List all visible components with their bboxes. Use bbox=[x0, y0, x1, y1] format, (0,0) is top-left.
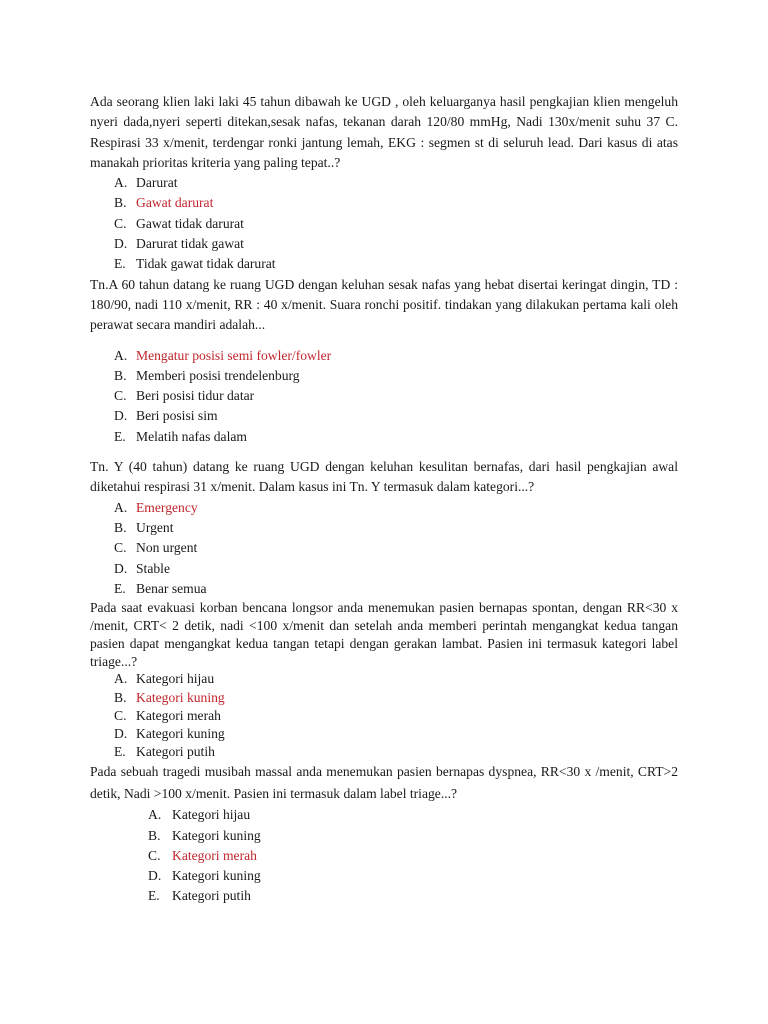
option-text: Stable bbox=[136, 560, 170, 576]
option-d bbox=[90, 725, 678, 743]
option-text: Beri posisi sim bbox=[136, 408, 218, 424]
option-letter: A. bbox=[114, 671, 128, 687]
option-text-correct: Emergency bbox=[136, 499, 198, 515]
option-list bbox=[90, 346, 678, 447]
option-text: Kategori putih bbox=[136, 744, 215, 760]
option-letter: D. bbox=[114, 236, 128, 252]
option-letter: B. bbox=[114, 519, 127, 535]
question-text: Tn. Y (40 tahun) datang ke ruang UGD dengan keluhan kesulitan bernafas, dari hasil pengkajian awal diketahui respirasi 31 x/menit. Dalam kasus ini Tn. Y termasuk dalam kategori...? bbox=[90, 459, 678, 495]
option-letter: A. bbox=[114, 499, 128, 515]
option-text: Gawat tidak darurat bbox=[136, 215, 244, 231]
option-list bbox=[90, 498, 678, 599]
option-letter: B. bbox=[114, 689, 127, 705]
option-letter: A. bbox=[114, 175, 128, 191]
option-a bbox=[90, 805, 678, 825]
option-letter: E. bbox=[114, 744, 126, 760]
option-a bbox=[90, 173, 678, 193]
option-letter: D. bbox=[114, 560, 128, 576]
option-b bbox=[90, 193, 678, 213]
option-text-correct: Kategori kuning bbox=[136, 689, 225, 705]
option-text: Kategori kuning bbox=[172, 868, 261, 884]
option-text: Kategori kuning bbox=[172, 827, 261, 843]
question-text: Pada sebuah tragedi musibah massal anda menemukan pasien bernapas dyspnea, RR<30 x /menit, CRT>2 detik, Nadi >100 x/menit. Pasien ini termasuk dalam label triage...? bbox=[90, 764, 678, 802]
option-b bbox=[90, 366, 678, 386]
question-3 bbox=[90, 457, 678, 599]
question-text: Ada seorang klien laki laki 45 tahun dibawah ke UGD , oleh keluarganya hasil pengkajian klien mengeluh nyeri dada,nyeri seperti ditekan,sesak nafas, tekanan darah 120/80 mmHg, Nadi 130x/menit suhu 37 C. Respirasi 33 x/menit, terdengar ronki jantung lemah, EKG : segmen st di seluruh lead. Dari kasus di atas manakah prioritas kriteria yang paling tepat..? bbox=[90, 94, 678, 170]
option-c bbox=[90, 386, 678, 406]
document-page bbox=[90, 92, 678, 907]
option-text: Kategori putih bbox=[172, 888, 251, 904]
option-letter: E. bbox=[114, 580, 126, 596]
option-text: Tidak gawat tidak darurat bbox=[136, 256, 276, 272]
option-text-correct: Gawat darurat bbox=[136, 195, 214, 211]
option-c bbox=[90, 707, 678, 725]
option-text: Kategori hijau bbox=[172, 807, 251, 823]
option-letter: D. bbox=[148, 868, 162, 884]
option-list bbox=[90, 173, 678, 274]
option-letter: C. bbox=[148, 847, 161, 863]
option-letter: D. bbox=[114, 725, 128, 741]
option-text: Kategori hijau bbox=[136, 671, 215, 687]
option-e bbox=[90, 254, 678, 274]
option-c bbox=[90, 846, 678, 866]
option-list bbox=[90, 805, 678, 906]
option-text: Darurat bbox=[136, 175, 178, 191]
option-letter: B. bbox=[114, 195, 127, 211]
option-letter: B. bbox=[148, 827, 161, 843]
option-a bbox=[90, 670, 678, 688]
option-text: Benar semua bbox=[136, 580, 207, 596]
option-b bbox=[90, 826, 678, 846]
question-4 bbox=[90, 599, 678, 761]
option-c bbox=[90, 538, 678, 558]
option-text: Urgent bbox=[136, 519, 174, 535]
option-text: Non urgent bbox=[136, 540, 198, 556]
option-letter: E. bbox=[114, 256, 126, 272]
option-letter: D. bbox=[114, 408, 128, 424]
option-d bbox=[90, 559, 678, 579]
option-text: Melatih nafas dalam bbox=[136, 428, 247, 444]
option-e bbox=[90, 743, 678, 761]
question-text: Pada saat evakuasi korban bencana longsor anda menemukan pasien bernapas spontan, dengan RR<30 x /menit, CRT< 2 detik, nadi <100 x/menit dan setelah anda memberi perintah mengangkat kedua tangan pasien dapat mengangkat kedua tangan tetapi dengan gerakan lambat. Pasien ini termasuk kategori label triage...? bbox=[90, 600, 678, 669]
option-a bbox=[90, 498, 678, 518]
option-letter: C. bbox=[114, 707, 127, 723]
option-c bbox=[90, 214, 678, 234]
question-5 bbox=[90, 761, 678, 906]
option-d bbox=[90, 866, 678, 886]
option-b bbox=[90, 518, 678, 538]
option-a bbox=[90, 346, 678, 366]
option-letter: C. bbox=[114, 540, 127, 556]
option-d bbox=[90, 234, 678, 254]
option-letter: A. bbox=[114, 347, 128, 363]
option-text: Kategori merah bbox=[136, 707, 221, 723]
option-text-correct: Kategori merah bbox=[172, 847, 257, 863]
question-2 bbox=[90, 275, 678, 457]
spacer bbox=[90, 447, 678, 457]
option-e bbox=[90, 427, 678, 447]
option-b bbox=[90, 689, 678, 707]
option-text: Memberi posisi trendelenburg bbox=[136, 367, 300, 383]
option-letter: E. bbox=[114, 428, 126, 444]
option-e bbox=[90, 886, 678, 906]
option-letter: A. bbox=[148, 807, 162, 823]
option-letter: B. bbox=[114, 367, 127, 383]
question-1 bbox=[90, 92, 678, 275]
option-text: Darurat tidak gawat bbox=[136, 236, 244, 252]
question-text: Tn.A 60 tahun datang ke ruang UGD dengan keluhan sesak nafas yang hebat disertai keringat dingin, TD : 180/90, nadi 110 x/menit, RR : 40 x/menit. Suara ronchi positif. tindakan yang dilakukan pertama kali oleh perawat secara mandiri adalah... bbox=[90, 276, 678, 333]
option-text-correct: Mengatur posisi semi fowler/fowler bbox=[136, 347, 332, 363]
option-letter: E. bbox=[148, 888, 160, 904]
option-d bbox=[90, 406, 678, 426]
option-e bbox=[90, 579, 678, 599]
option-text: Beri posisi tidur datar bbox=[136, 388, 255, 404]
option-letter: C. bbox=[114, 215, 127, 231]
spacer bbox=[90, 336, 678, 346]
option-text: Kategori kuning bbox=[136, 725, 225, 741]
option-list bbox=[90, 670, 678, 761]
option-letter: C. bbox=[114, 388, 127, 404]
